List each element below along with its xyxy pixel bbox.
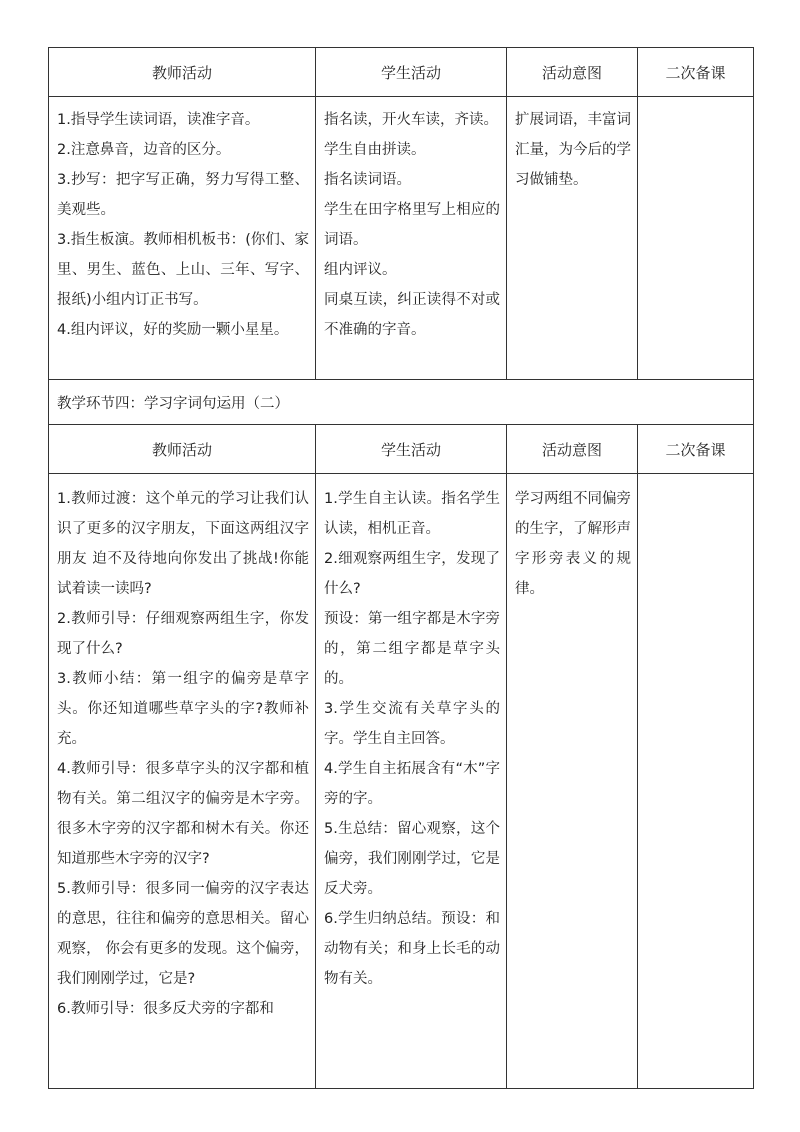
student-step: 5.生总结：留心观察，这个偏旁，我们刚刚学过，它是反犬旁。 (324, 821, 500, 897)
header-revision: 二次备课 (638, 425, 754, 474)
student-step: 4.学生自主拓展含有“木”字旁的字。 (324, 761, 500, 807)
lesson-plan-table (48, 47, 754, 1089)
teacher-step: 4.教师引导：很多草字头的汉字都和植物有关。第二组汉字的偏旁是木字旁。很多木字旁的汉字都和树木有关。你还知道那些木字旁的汉字? (57, 761, 309, 867)
stage-title: 教学环节四：学习字词句运用（二） (49, 380, 754, 425)
intent-text: 学习两组不同偏旁的生字，了解形声字形旁表义的规律。 (515, 491, 631, 597)
teacher-step: 2.注意鼻音，边音的区分。 (57, 142, 231, 158)
student-step: 组内评议。 (324, 262, 397, 278)
student-step: 同桌互读，纠正读得不对或不准确的字音。 (324, 292, 500, 338)
section1-intent-cell (507, 97, 638, 380)
header-teacher: 教师活动 (49, 48, 316, 97)
intent-text: 扩展词语，丰富词汇量，为今后的学习做铺垫。 (515, 112, 631, 188)
teacher-step: 2.教师引导：仔细观察两组生字，你发现了什么? (57, 611, 309, 657)
section1-student-cell (316, 97, 507, 380)
student-step: 指名读词语。 (324, 172, 411, 188)
teacher-step: 1.教师过渡：这个单元的学习让我们认识了更多的汉字朋友，下面这两组汉字朋友 迫不及待地向你发出了挑战!你能试着读一读吗? (57, 491, 309, 597)
teacher-step: 6.教师引导：很多反犬旁的字都和 (57, 1001, 274, 1017)
teacher-step: 4.组内评议，好的奖励一颗小星星。 (57, 322, 289, 338)
header-student: 学生活动 (316, 48, 507, 97)
teacher-step: 1.指导学生读词语，读准字音。 (57, 112, 260, 128)
section1-row (49, 97, 754, 380)
student-step: 学生自由拼读。 (324, 142, 426, 158)
student-step: 指名读，开火车读，齐读。 (324, 112, 498, 128)
student-step: 学生在田字格里写上相应的词语。 (324, 202, 500, 248)
teacher-step: 5.教师引导：很多同一偏旁的汉字表达的意思，往往和偏旁的意思相关。留心观察， 你会有更多的发现。这个偏旁，我们刚刚学过，它是? (57, 881, 309, 987)
header-intent: 活动意图 (507, 425, 638, 474)
header-row-2 (49, 425, 754, 474)
student-step: 预设：第一组字都是木字旁的，第二组字都是草字头的。 (324, 611, 500, 687)
teacher-step: 3.抄写：把字写正确，努力写得工整、美观些。 (57, 172, 309, 218)
student-step: 2.细观察两组生字，发现了什么? (324, 551, 500, 597)
section1-teacher-cell (49, 97, 316, 380)
header-student: 学生活动 (316, 425, 507, 474)
student-step: 6.学生归纳总结。预设：和动物有关；和身上长毛的动物有关。 (324, 911, 500, 987)
stage-row (49, 380, 754, 425)
header-intent: 活动意图 (507, 48, 638, 97)
student-step: 1.学生自主认读。指名学生认读，相机正音。 (324, 491, 500, 537)
header-revision: 二次备课 (638, 48, 754, 97)
section1-revision-cell (638, 97, 754, 380)
section2-student-cell (316, 474, 507, 1089)
teacher-step: 3.指生板演。教师相机板书：(你们、家里、男生、蓝色、上山、三年、写字、报纸)小组内订正书写。 (57, 232, 309, 308)
section2-revision-cell (638, 474, 754, 1089)
header-row (49, 48, 754, 97)
student-step: 3.学生交流有关草字头的字。学生自主回答。 (324, 701, 500, 747)
teacher-step: 3.教师小结：第一组字的偏旁是草字头。你还知道哪些草字头的字?教师补充。 (57, 671, 309, 747)
header-teacher: 教师活动 (49, 425, 316, 474)
section2-teacher-cell (49, 474, 316, 1089)
section2-intent-cell (507, 474, 638, 1089)
section2-row (49, 474, 754, 1089)
